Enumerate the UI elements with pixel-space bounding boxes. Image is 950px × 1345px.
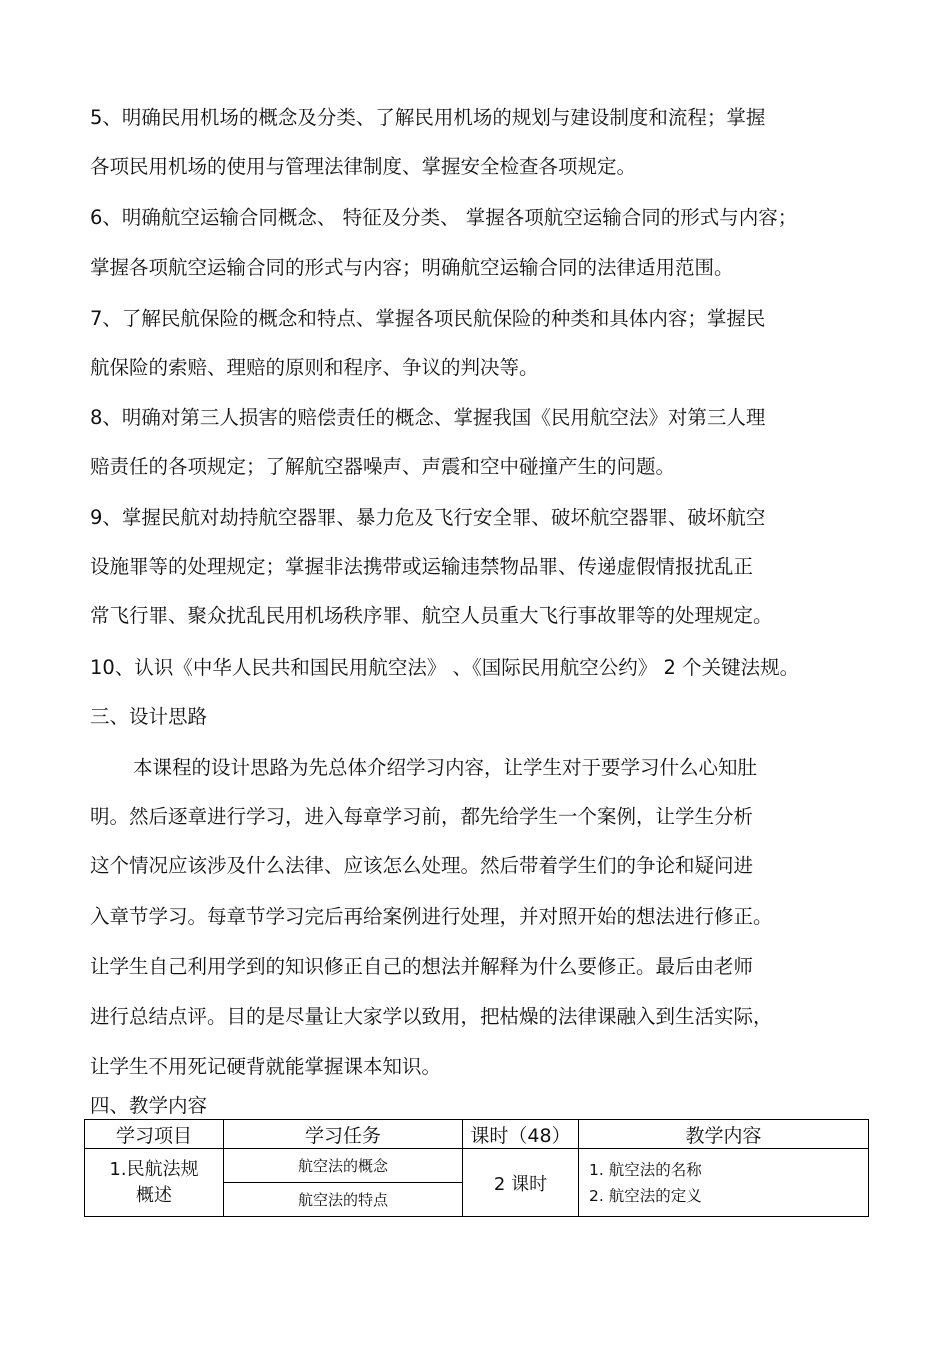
objective-5-line-2: 各项民用机场的使用与管理法律制度、掌握安全检查各项规定。	[90, 155, 637, 178]
objective-5-line-1: 5、明确民用机场的概念及分类、了解民用机场的规划与建设制度和流程；掌握	[90, 106, 766, 129]
teaching-content-line: 2. 航空法的定义	[589, 1186, 702, 1205]
column-header: 学习任务	[224, 1120, 463, 1149]
learning-task-cell: 航空法的概念	[224, 1149, 463, 1183]
paragraph-line: 让学生自己利用学到的知识修正自己的想法并解释为什么要修正。最后由老师	[90, 955, 754, 978]
table-header-row	[85, 1120, 869, 1149]
paragraph-line: 入章节学习。每章节学习完后再给案例进行处理，并对照开始的想法进行修正。	[90, 905, 773, 928]
paragraph-line: 进行总结点评。目的是尽量让大家学以致用，把枯燥的法律课融入到生活实际，	[90, 1005, 773, 1028]
teaching-content-table	[84, 1119, 869, 1217]
paragraph-line: 明。然后逐章进行学习，进入每章学习前，都先给学生一个案例，让学生分析	[90, 805, 754, 828]
paragraph-line: 让学生不用死记硬背就能掌握课本知识。	[90, 1055, 442, 1078]
learning-item-line: 概述	[136, 1184, 172, 1206]
paragraph-line: 这个情况应该涉及什么法律、应该怎么处理。然后带着学生们的争论和疑问进	[90, 854, 754, 877]
section-heading: 四、教学内容	[90, 1094, 208, 1117]
objective-9-line-3: 常飞行罪、聚众扰乱民用机场秩序罪、航空人员重大飞行事故罪等的处理规定。	[90, 604, 773, 627]
paragraph-line: 本课程的设计思路为先总体介绍学习内容，让学生对于要学习什么心知肚	[133, 756, 758, 779]
objective-6-line-2: 掌握各项航空运输合同的形式与内容；明确航空运输合同的法律适用范围。	[90, 256, 734, 279]
objective-8-line-2: 赔责任的各项规定；了解航空器噪声、声震和空中碰撞产生的问题。	[90, 455, 676, 478]
objective-10-line-1: 10、认识《中华人民共和国民用航空法》 、《国际民用航空公约》 2 个关键法规。	[90, 656, 800, 679]
column-header: 教学内容	[579, 1120, 869, 1149]
column-header: 课时（48）	[463, 1120, 579, 1149]
teaching-content-line: 1. 航空法的名称	[589, 1160, 702, 1179]
section-heading: 三、设计思路	[90, 705, 208, 728]
table-row	[85, 1149, 869, 1183]
learning-item-line: 1.民航法规	[109, 1158, 199, 1180]
objective-9-line-1: 9、掌握民航对劫持航空器罪、暴力危及飞行安全罪、破坏航空器罪、破坏航空	[90, 506, 766, 529]
objective-7-line-2: 航保险的索赔、理赔的原则和程序、争议的判决等。	[90, 356, 539, 379]
objective-9-line-2: 设施罪等的处理规定；掌握非法携带或运输违禁物品罪、传递虚假情报扰乱正	[90, 555, 754, 578]
learning-task-cell: 航空法的特点	[224, 1183, 463, 1217]
learning-item-cell	[85, 1149, 224, 1217]
objective-7-line-1: 7、了解民航保险的概念和特点、掌握各项民航保险的种类和具体内容；掌握民	[90, 307, 766, 330]
hours-cell: 2 课时	[463, 1149, 579, 1217]
objective-8-line-1: 8、明确对第三人损害的赔偿责任的概念、掌握我国《民用航空法》对第三人理	[90, 406, 766, 429]
teaching-content-cell	[579, 1149, 869, 1217]
objective-6-line-1: 6、明确航空运输合同概念、 特征及分类、 掌握各项航空运输合同的形式与内容；	[90, 206, 798, 229]
column-header: 学习项目	[85, 1120, 224, 1149]
